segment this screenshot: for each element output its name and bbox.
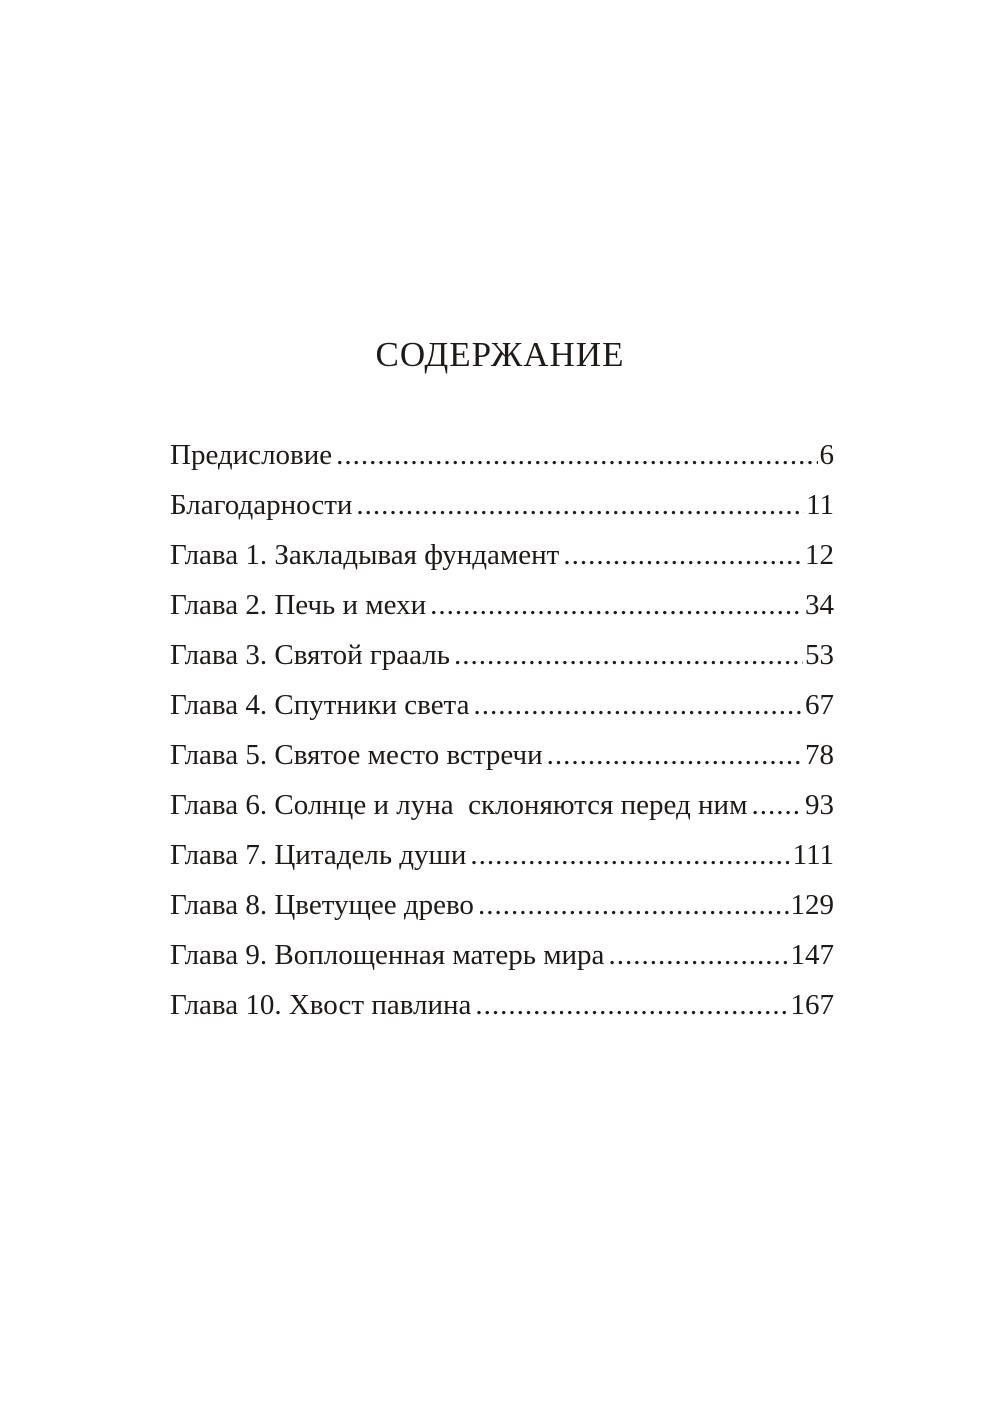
toc-entry-label: Глава 8. Цветущее древо (170, 889, 474, 921)
dot-leader (547, 730, 803, 780)
dot-leader (470, 830, 790, 880)
toc-entry-chapter-7[interactable] (170, 830, 834, 880)
dot-leader (454, 630, 803, 680)
toc-entry-chapter-9[interactable] (170, 930, 834, 980)
toc-entry-label: Глава 7. Цитадель души (170, 839, 467, 871)
toc-entry-label: Глава 6. Солнце и луна склоняются перед ним (170, 789, 748, 821)
toc-entry-label: Предисловие (170, 439, 333, 471)
toc-entry-page: 67 (805, 689, 834, 721)
dot-leader (356, 480, 804, 530)
toc-entry-label: Глава 4. Спутники света (170, 689, 470, 721)
dot-leader (608, 930, 788, 980)
toc-entry-chapter-3[interactable] (170, 630, 834, 680)
toc-entry-label: Глава 10. Хвост павлина (170, 989, 472, 1021)
toc-entry-chapter-2[interactable] (170, 580, 834, 630)
dot-leader (563, 530, 803, 580)
toc-entry-label: Глава 9. Воплощенная матерь мира (170, 939, 605, 971)
toc-entry-chapter-10[interactable] (170, 980, 834, 1030)
toc-entry-label: Глава 2. Печь и мехи (170, 589, 427, 621)
toc-entry-label: Глава 5. Святое место встречи (170, 739, 543, 771)
toc-entry-page: 34 (805, 589, 834, 621)
toc-entry-chapter-5[interactable] (170, 730, 834, 780)
dot-leader (430, 580, 803, 630)
table-of-contents (170, 430, 834, 1030)
toc-entry-label: Благодарности (170, 489, 353, 521)
toc-entry-page: 147 (790, 939, 834, 971)
toc-entry-chapter-4[interactable] (170, 680, 834, 730)
toc-entry-page: 6 (819, 439, 834, 471)
page-title: СОДЕРЖАНИЕ (375, 335, 625, 374)
toc-entry-chapter-6[interactable] (170, 780, 834, 830)
dot-leader (751, 780, 803, 830)
toc-entry-acknowledgements[interactable] (170, 480, 834, 530)
toc-entry-label: Глава 1. Закладывая фундамент (170, 539, 560, 571)
toc-entry-page: 129 (790, 889, 834, 921)
toc-entry-chapter-1[interactable] (170, 530, 834, 580)
toc-entry-page: 11 (806, 489, 834, 521)
toc-entry-page: 78 (805, 739, 834, 771)
dot-leader (336, 430, 817, 480)
dot-leader (475, 980, 788, 1030)
dot-leader (473, 680, 803, 730)
toc-entry-page: 111 (792, 839, 834, 871)
toc-entry-chapter-8[interactable] (170, 880, 834, 930)
toc-entry-page: 93 (805, 789, 834, 821)
toc-entry-page: 53 (805, 639, 834, 671)
toc-entry-preface[interactable] (170, 430, 834, 480)
toc-entry-page: 12 (805, 539, 834, 571)
dot-leader (478, 880, 789, 930)
toc-entry-page: 167 (790, 989, 834, 1021)
toc-entry-label: Глава 3. Святой грааль (170, 639, 451, 671)
